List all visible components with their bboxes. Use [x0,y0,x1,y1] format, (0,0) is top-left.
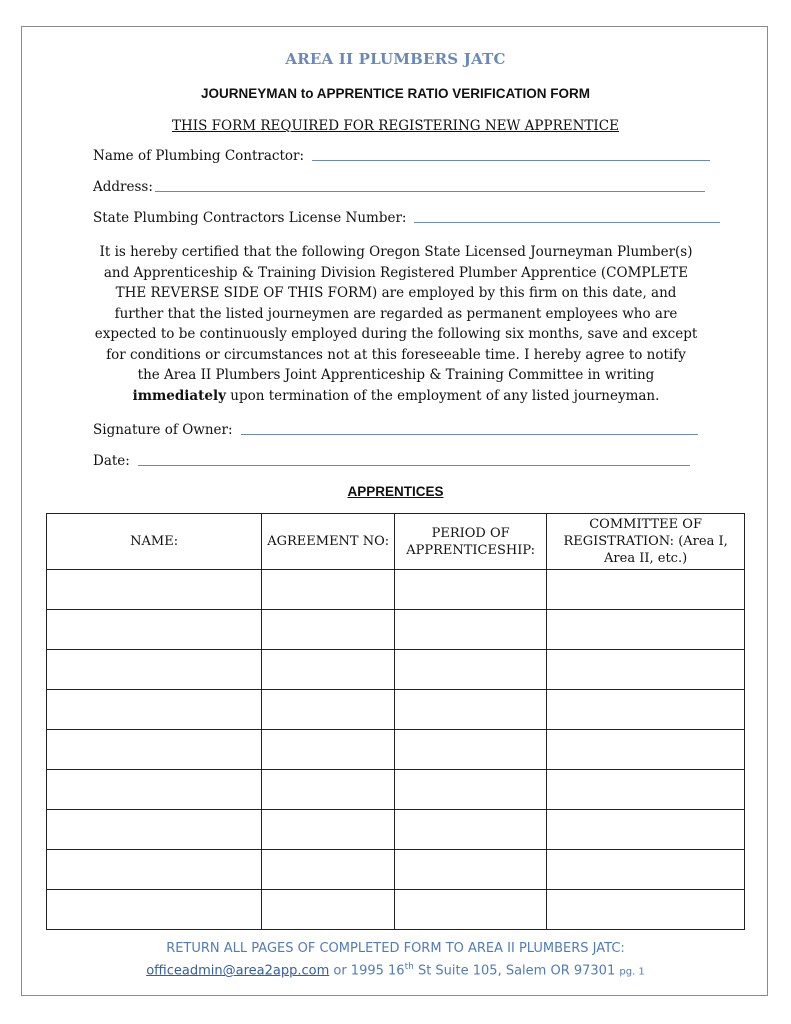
agreement-cell[interactable] [262,730,395,770]
name-cell[interactable] [47,610,262,650]
table-row [47,850,745,890]
signature-field [93,422,698,438]
name-cell[interactable] [47,690,262,730]
table-row [47,730,745,770]
contractor-label: Name of Plumbing Contractor: [93,148,305,164]
certification-text: It is hereby certified that the following Oregon State Licensed Journeyman Plumber(s) and Apprenticeship & Training Division Registered Plumber Apprentice (COMPLETE THE REVERSE SIDE OF THIS FORM) are employed by this firm on this date, and further that the listed journeymen are regarded as permanent employees who are expected to be continuously employed during the following six months, save and except for conditions or circumstances not at this foreseeable time. I hereby agree to notify the Area II Plumbers Joint Apprenticeship & Training Committee in writing [94,244,698,383]
name-cell[interactable] [47,850,262,890]
agreement-cell[interactable] [262,610,395,650]
agreement-cell[interactable] [262,850,395,890]
period-cell[interactable] [395,850,547,890]
table-row [47,810,745,850]
table-row [47,570,745,610]
committee-cell[interactable] [547,570,745,610]
agreement-cell[interactable] [262,690,395,730]
period-cell[interactable] [395,610,547,650]
address-label: Address: [93,179,153,195]
apprentices-title: APPRENTICES [347,484,444,499]
email-link[interactable]: officeadmin@area2app.com [146,963,330,979]
column-agreement-header: AGREEMENT NO: [262,514,395,570]
name-cell[interactable] [47,650,262,690]
agreement-cell[interactable] [262,770,395,810]
period-cell[interactable] [395,650,547,690]
committee-cell[interactable] [547,850,745,890]
footer-address-ordinal: th [404,962,414,972]
table-row [47,650,745,690]
contractor-field [93,148,710,164]
date-field [93,453,690,469]
date-input-line[interactable] [138,464,690,466]
period-cell[interactable] [395,570,547,610]
name-cell[interactable] [47,890,262,930]
column-name-header: NAME: [47,514,262,570]
agreement-cell[interactable] [262,570,395,610]
period-cell[interactable] [395,770,547,810]
table-row [47,690,745,730]
certification-text-end: upon termination of the employment of any listed journeyman. [230,387,660,404]
footer-address-prefix: or 1995 16 [333,963,405,979]
committee-cell[interactable] [547,810,745,850]
committee-cell[interactable] [547,690,745,730]
committee-cell[interactable] [547,610,745,650]
period-cell[interactable] [395,890,547,930]
page-number: pg. 1 [619,966,645,978]
name-cell[interactable] [47,770,262,810]
committee-cell[interactable] [547,770,745,810]
date-label: Date: [93,453,130,469]
footer-address: St Suite 105, Salem OR 97301 [417,963,616,979]
committee-cell[interactable] [547,650,745,690]
form-notice: THIS FORM REQUIRED FOR REGISTERING NEW APPRENTICE [172,118,619,134]
footer-contact [0,962,791,978]
table-row [47,890,745,930]
license-label: State Plumbing Contractors License Number: [93,210,407,226]
signature-label: Signature of Owner: [93,422,233,438]
column-committee-header: COMMITTEE OF REGISTRATION: (Area I, Area II, etc.) [547,514,745,570]
apprentices-table [46,513,745,930]
form-title: JOURNEYMAN to APPRENTICE RATIO VERIFICATION FORM [200,86,590,101]
period-cell[interactable] [395,810,547,850]
name-cell[interactable] [47,810,262,850]
address-input-line[interactable] [155,190,705,192]
license-field [93,210,720,226]
agreement-cell[interactable] [262,810,395,850]
contractor-input-line[interactable] [312,159,710,161]
org-title: AREA II PLUMBERS JATC [285,50,506,68]
footer-return-instruction: RETURN ALL PAGES OF COMPLETED FORM TO AREA II PLUMBERS JATC: [166,941,625,956]
certification-paragraph [93,242,699,406]
name-cell[interactable] [47,570,262,610]
signature-input-line[interactable] [241,433,698,435]
certification-emphasis: immediately [132,387,226,404]
table-row [47,770,745,810]
committee-cell[interactable] [547,890,745,930]
agreement-cell[interactable] [262,650,395,690]
committee-cell[interactable] [547,730,745,770]
column-period-header: PERIOD OF APPRENTICESHIP: [395,514,547,570]
license-input-line[interactable] [414,221,720,223]
agreement-cell[interactable] [262,890,395,930]
period-cell[interactable] [395,690,547,730]
name-cell[interactable] [47,730,262,770]
table-row [47,610,745,650]
period-cell[interactable] [395,730,547,770]
table-header-row [47,514,745,570]
address-field [93,179,705,195]
